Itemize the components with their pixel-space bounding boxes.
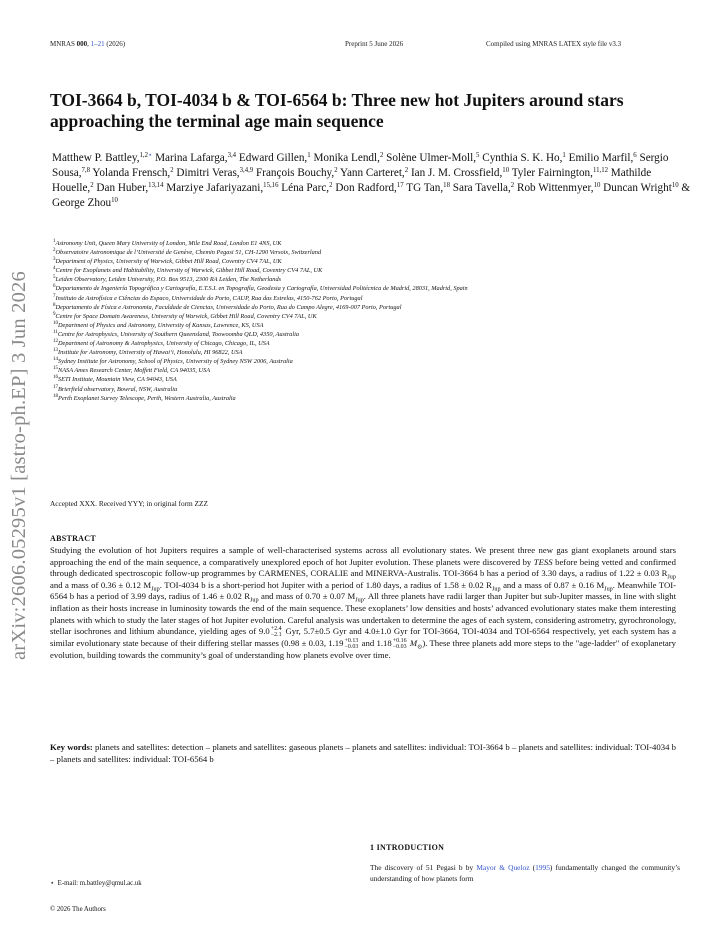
affiliation-text: Department of Physics and Astronomy, University of Kansas, Lawrence, KS, USA	[58, 321, 264, 329]
affiliation-item	[53, 394, 703, 403]
author-name: Dan Huber,	[96, 182, 149, 194]
affiliation-item	[53, 303, 703, 312]
author-affiliation-marker: 10	[593, 182, 601, 189]
affiliation-item	[53, 312, 703, 321]
acceptance-line: Accepted XXX. Received YYY; in original form ZZZ	[50, 499, 208, 508]
affiliation-item	[53, 339, 703, 348]
affiliation-number: 13	[53, 348, 58, 354]
affiliation-item	[53, 266, 703, 275]
author-name: Sara Tavella,	[452, 182, 511, 194]
affiliation-text: Observatoire Astronomique de l’Université de Genève, Chemin Pegasi 51, CH-1290 Versoix, Switzerland	[55, 249, 322, 257]
author-name: Matthew P. Battley,	[52, 152, 140, 164]
author-affiliation-marker: 1	[307, 152, 311, 159]
abstract-heading: ABSTRACT	[50, 534, 96, 543]
corresponding-author-star: ⋆	[148, 152, 153, 159]
author-name: Rob Wittenmyer,	[517, 182, 594, 194]
section-heading-introduction: 1 INTRODUCTION	[370, 843, 445, 852]
author-affiliation-marker: 2	[170, 167, 174, 174]
affiliation-text: Perth Exoplanet Survey Telescope, Perth, Western Australia, Australia	[58, 394, 236, 402]
affiliation-text: NASA Ames Research Center, Moffett Field, CA 94035, USA	[58, 367, 211, 375]
affiliation-item	[53, 248, 703, 257]
author-name: Tyler Fairnington,	[511, 167, 593, 179]
author-affiliation-marker: 10	[671, 182, 679, 189]
affiliation-number: 10	[53, 320, 58, 326]
affiliation-number: 14	[53, 357, 58, 363]
author-affiliation-marker: 17	[396, 182, 404, 189]
author-affiliation-marker: 3,4	[227, 152, 237, 159]
author-affiliation-marker: 18	[443, 182, 450, 189]
affiliation-number: 3	[53, 257, 56, 263]
affiliation-item	[53, 357, 703, 366]
author-name: Edward Gillen,	[238, 152, 308, 164]
affiliation-text: Instituto de Astrofísica e Ciências do Espaco, Universidade do Porto, CAUP, Rua das Estrelas, 4150-762 Porto, Portugal	[55, 294, 363, 302]
author-affiliation-marker: 10	[502, 167, 510, 174]
affiliation-text: Astronomy Unit, Queen Mary University of London, Mile End Road, London E1 4NS, UK	[55, 240, 282, 247]
affiliation-number: 2	[53, 248, 56, 254]
author-affiliation-marker: 10	[111, 197, 118, 204]
arxiv-stamp: arXiv:2606.05295v1 [astro-ph.EP] 3 Jun 2026	[8, 271, 30, 660]
affiliation-item	[53, 284, 703, 293]
affiliation-list	[53, 239, 703, 403]
affiliation-item	[53, 375, 703, 384]
author-affiliation-marker: 2	[404, 167, 409, 174]
affiliation-number: 7	[53, 293, 56, 299]
author-affiliation-marker: 15,16	[263, 182, 279, 189]
keywords-text: planets and satellites: detection – planets and satellites: gaseous planets – planets and satellites: individual: TOI-3664 b – planets and satellites: individual: TOI-4034 b – planets and satellites: individual: TOI-6564 b	[50, 742, 676, 764]
affiliation-item	[53, 348, 703, 357]
author-name: TG Tan,	[406, 182, 444, 194]
author-affiliation-marker: 5	[476, 152, 480, 159]
affiliation-number: 17	[53, 384, 58, 390]
abstract-body: Studying the evolution of hot Jupiters requires a sample of well-characterised systems across all evolutionary states. We present three new gas giant exoplanets around stars approaching the end of the main sequence, a comparatively unexplored epoch of hot Jupiter evolution. These planets were discovered by TESS before being vetted and confirmed through dedicated spectroscopic follow-up programmes by CARMENES, CORALIE and MINERVA-Australis. TOI-3664 b has a period of 3.30 days, a radius of 1.22 ± 0.03 $R_{Jup}$ and a mass of 0.36 ± 0.12 $M_{Jup}$. TOI-4034 b is a short-period hot Jupiter with a period of 1.80 days, a radius of 1.58 ± 0.02 $R_{Jup}$ and a mass of 0.87 ± 0.16 $M_{Jup}$. Meanwhile TOI-6564 b has a period of 3.99 days, radius of 1.46 ± 0.02 $R_{Jup}$ and mass of 0.70 ± 0.07 $M_{Jup}$. All three planets have radii larger than Jupiter but sub-Jupiter masses, in line with slight inflation as their hosts increase in luminosity towards the end of the main sequence. These exoplanets’ low densities and hosts’ advanced evolutionary states make them interesting planets with which to study the later stages of hot Jupiter evolution. Careful analysis was undertaken to determine the ages of each system, considering astrometry, gyrochronology, stellar isochrones and lithium abundance, yielding ages of 9.0 +2.4 −2.1 Gyr, 5.7±0.5 Gyr and 4.0±1.0 Gyr for TOI-3664, TOI-4034 and TOI-6564 respectively, yet each system has a similar evolutionary state because of their differing stellar masses (0.98 ± 0.03, 1.19 +0.13 −0.03 and 1.18 +0.16 −0.03 $M_⊙$). These three planets add more steps to the "age-ladder" of exoplanetary evolution, building towards the community’s goal of understanding how planets evolve over time.	[50, 545, 677, 661]
affiliation-number: 4	[53, 266, 56, 272]
affiliation-number: 18	[53, 393, 58, 399]
tess-mission: TESS	[533, 556, 553, 567]
affiliation-number: 5	[53, 275, 56, 281]
email-address: E-mail: m.battley@qmul.ac.uk	[57, 880, 142, 887]
introduction-text: The discovery of 51 Pegasi b by Mayor & Queloz (1995) fundamentally changed the community’s understanding of how planets form	[370, 863, 680, 884]
author-name: François Bouchy,	[256, 167, 335, 179]
author-name: & George Zhou	[52, 182, 691, 209]
author-name: Emilio Marfil,	[568, 152, 634, 164]
affiliation-item	[53, 330, 703, 339]
affiliation-number: 16	[53, 375, 58, 381]
volume: 000	[76, 40, 88, 48]
author-affiliation-marker: 2	[334, 167, 338, 174]
affiliation-item	[53, 239, 703, 248]
affiliation-text: Brierfield observatory, Bowral, NSW, Australia	[58, 385, 178, 393]
affiliation-text: Sydney Institute for Astronomy, School of Physics, University of Sydney NSW 2006, Australia	[58, 358, 293, 366]
affiliation-text: Centre for Exoplanets and Habitability, University of Warwick, Gibbet Hill Road, Coventry CV4 7AL, UK	[55, 267, 323, 275]
citation-link-mayor-queloz[interactable]: Mayor & Queloz	[476, 863, 530, 872]
affiliation-text: Departamento de Ingeniería Topográfica y Cartografía, E.T.S.I. en Topografía, Geodesia y Cartografía, Universidad Politécnica de Madrid, 28031, Madrid, Spain	[55, 285, 468, 293]
affiliation-number: 8	[53, 302, 56, 308]
affiliation-text: Department of Astronomy & Astrophysics, University of Chicago, Chicago, IL, USA	[58, 340, 270, 348]
author-name: Dimitri Veras,	[176, 167, 240, 179]
compiled-note: Compiled using MNRAS LATEX style file v3.3	[486, 40, 622, 48]
author-name: Marziye Jafariyazani,	[166, 182, 264, 194]
author-affiliation-marker: 3,4,9	[239, 167, 254, 174]
affiliation-text: SETI Institute, Mountain View, CA 94043, USA	[58, 376, 177, 384]
affiliation-number: 9	[53, 311, 56, 317]
author-affiliation-marker: 2	[90, 182, 94, 189]
affiliation-item	[53, 294, 703, 303]
affiliation-item	[53, 321, 703, 330]
author-name: Solène Ulmer-Moll,	[386, 152, 477, 164]
affiliation-number: 6	[53, 284, 56, 290]
affiliation-text: Centre for Astrophysics, University of Southern Queensland, Toowoomba QLD, 4350, Australia	[57, 330, 299, 338]
author-name: Léna Parc,	[281, 182, 330, 194]
author-affiliation-marker: 7,8	[81, 167, 91, 174]
author-name: Monika Lendl,	[313, 152, 380, 164]
author-name: Duncan Wright	[603, 182, 672, 194]
author-name: Sergio Sousa,	[52, 152, 669, 179]
author-name: Don Radford,	[335, 182, 397, 194]
affiliation-text: Institute for Astronomy, University of Hawai‘i, Honolulu, HI 96822, USA	[58, 349, 243, 357]
affiliation-text: Department of Physics, University of Warwick, Gibbet Hill Road, Coventry CV4 7AL, UK	[55, 258, 282, 266]
affiliation-number: 1	[53, 239, 56, 244]
running-header-journal: MNRAS 000, 1–21 (2026)	[50, 40, 126, 48]
author-affiliation-marker: 2	[510, 182, 515, 189]
author-name: Mathilde Houelle,	[52, 167, 652, 194]
author-affiliation-marker: 2	[329, 182, 333, 189]
author-affiliation-marker: 13,14	[148, 182, 164, 189]
keywords	[50, 742, 676, 765]
affiliation-text: Leiden Observatory, Leiden University, P.O. Box 9513, 2300 RA Leiden, The Netherlands	[55, 276, 282, 284]
copyright-notice: © 2026 The Authors	[50, 906, 106, 913]
affiliation-number: 11	[53, 329, 58, 335]
citation-link-year[interactable]: 1995	[535, 863, 550, 872]
affiliation-item	[53, 275, 703, 284]
author-name: Marina Lafarga,	[155, 152, 228, 164]
author-list	[52, 151, 692, 211]
affiliation-item	[53, 366, 703, 375]
affiliation-number: 12	[53, 339, 58, 345]
author-affiliation-marker: 1	[562, 152, 566, 159]
author-name: Yann Carteret,	[340, 167, 405, 179]
author-affiliation-marker: 11,12	[592, 167, 608, 174]
author-name: Yolanda Frensch,	[92, 167, 171, 179]
author-name: Ian J. M. Crossfield,	[410, 167, 503, 179]
author-affiliation-marker: 1,2	[139, 152, 149, 159]
author-name: Cynthia S. K. Ho,	[482, 152, 563, 164]
author-affiliation-marker: 6	[633, 152, 637, 159]
affiliation-number: 15	[53, 366, 58, 372]
affiliation-item	[53, 257, 703, 266]
page-range-link[interactable]: 1–21	[90, 40, 105, 48]
affiliation-item	[53, 385, 703, 394]
corresponding-author-footnote: ⋆ E-mail: m.battley@qmul.ac.uk	[50, 880, 142, 887]
affiliation-text: Departamento de Física e Astronomia, Faculdade de Ciencias, Universidade do Porto, Rua do Campo Alegre, 4169-007 Porto, Portugal	[55, 303, 402, 311]
keywords-label: Key words:	[50, 742, 93, 752]
paper-title: TOI-3664 b, TOI-4034 b & TOI-6564 b: Three new hot Jupiters around stars approaching the terminal age main sequence	[50, 90, 624, 131]
author-affiliation-marker: 2	[379, 152, 384, 159]
preprint-date: Preprint 5 June 2026	[345, 40, 404, 48]
affiliation-text: Centre for Space Domain Awareness, University of Warwick, Gibbet Hill Road, Coventry CV4 7AL, UK	[55, 312, 317, 320]
